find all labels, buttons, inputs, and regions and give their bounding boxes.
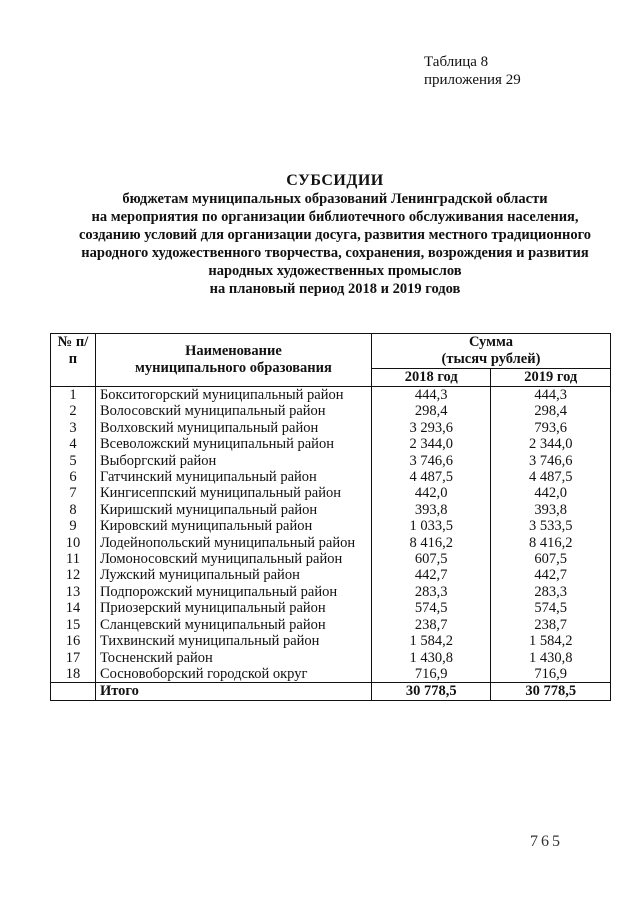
row-municipality: Волховский муниципальный район xyxy=(95,420,371,436)
row-amount-2018: 8 416,2 xyxy=(371,535,491,551)
row-amount-2018: 3 746,6 xyxy=(371,453,491,469)
table-row xyxy=(51,502,611,518)
table-row xyxy=(51,617,611,633)
title-line-5: народных художественных промыслов xyxy=(208,263,462,279)
table-row xyxy=(51,485,611,501)
total-amount-2019: 30 778,5 xyxy=(491,683,611,700)
row-amount-2019: 793,6 xyxy=(491,420,611,436)
row-amount-2018: 283,3 xyxy=(371,584,491,600)
row-municipality: Лужский муниципальный район xyxy=(95,567,371,583)
row-number: 17 xyxy=(51,650,96,666)
row-number: 2 xyxy=(51,403,96,419)
row-amount-2019: 238,7 xyxy=(491,617,611,633)
table-row xyxy=(51,584,611,600)
total-label: Итого xyxy=(95,683,371,700)
row-amount-2019: 393,8 xyxy=(491,502,611,518)
total-amount-2018: 30 778,5 xyxy=(371,683,491,700)
row-amount-2019: 3 746,6 xyxy=(491,453,611,469)
row-municipality: Кингисеппский муниципальный район xyxy=(95,485,371,501)
row-municipality: Тихвинский муниципальный район xyxy=(95,633,371,649)
row-amount-2018: 442,0 xyxy=(371,485,491,501)
table-row xyxy=(51,453,611,469)
row-municipality: Сланцевский муниципальный район xyxy=(95,617,371,633)
table-row xyxy=(51,633,611,649)
row-amount-2019: 8 416,2 xyxy=(491,535,611,551)
table-row xyxy=(51,650,611,666)
appendix-annex-label: приложения 29 xyxy=(424,72,521,88)
row-amount-2019: 607,5 xyxy=(491,551,611,567)
row-amount-2018: 393,8 xyxy=(371,502,491,518)
row-municipality: Тосненский район xyxy=(95,650,371,666)
row-amount-2019: 3 533,5 xyxy=(491,518,611,534)
row-municipality: Ломоносовский муниципальный район xyxy=(95,551,371,567)
row-municipality: Бокситогорский муниципальный район xyxy=(95,387,371,404)
subsidies-table xyxy=(50,333,611,701)
row-amount-2019: 4 487,5 xyxy=(491,469,611,485)
row-municipality: Всеволожский муниципальный район xyxy=(95,436,371,452)
total-row xyxy=(51,683,611,700)
row-number: 9 xyxy=(51,518,96,534)
header-year-2018: 2018 год xyxy=(371,369,491,387)
header-name-line2: муниципального образования xyxy=(135,360,332,376)
row-amount-2019: 716,9 xyxy=(491,666,611,683)
row-number: 12 xyxy=(51,567,96,583)
row-amount-2019: 2 344,0 xyxy=(491,436,611,452)
row-number: 14 xyxy=(51,600,96,616)
row-amount-2019: 283,3 xyxy=(491,584,611,600)
row-amount-2018: 4 487,5 xyxy=(371,469,491,485)
title-line-4: народного художественного творчества, сохранения, возрождения и развития xyxy=(81,245,589,261)
header-sum-line2: (тысяч рублей) xyxy=(441,351,541,367)
row-amount-2018: 2 344,0 xyxy=(371,436,491,452)
row-number: 16 xyxy=(51,633,96,649)
row-number: 10 xyxy=(51,535,96,551)
header-name-line1: Наименование xyxy=(185,343,282,359)
row-municipality: Волосовский муниципальный район xyxy=(95,403,371,419)
row-amount-2018: 238,7 xyxy=(371,617,491,633)
header-name xyxy=(95,334,371,387)
appendix-table-label: Таблица 8 xyxy=(424,54,489,70)
table-row xyxy=(51,567,611,583)
page-number: 765 xyxy=(530,833,563,850)
row-amount-2018: 3 293,6 xyxy=(371,420,491,436)
row-number: 3 xyxy=(51,420,96,436)
total-num-cell xyxy=(51,683,96,700)
header-sum-line1: Сумма xyxy=(468,334,514,350)
title-line-2: на мероприятия по организации библиотечного обслуживания населения, xyxy=(91,209,579,225)
row-municipality: Гатчинский муниципальный район xyxy=(95,469,371,485)
row-municipality: Лодейнопольский муниципальный район xyxy=(95,535,371,551)
row-amount-2018: 298,4 xyxy=(371,403,491,419)
row-number: 6 xyxy=(51,469,96,485)
row-municipality: Кировский муниципальный район xyxy=(95,518,371,534)
header-num-label: № п/п xyxy=(57,334,89,367)
title-line-1: бюджетам муниципальных образований Ленинградской области xyxy=(122,191,548,207)
table-row xyxy=(51,420,611,436)
row-amount-2019: 298,4 xyxy=(491,403,611,419)
table-row xyxy=(51,469,611,485)
table-row xyxy=(51,403,611,419)
row-number: 1 xyxy=(51,387,96,404)
table-body xyxy=(51,387,611,701)
row-amount-2018: 716,9 xyxy=(371,666,491,683)
row-amount-2019: 442,7 xyxy=(491,567,611,583)
row-municipality: Подпорожский муниципальный район xyxy=(95,584,371,600)
table-row xyxy=(51,666,611,683)
table-row xyxy=(51,518,611,534)
document-title xyxy=(40,172,630,298)
row-number: 11 xyxy=(51,551,96,567)
row-municipality: Выборгский район xyxy=(95,453,371,469)
row-amount-2018: 607,5 xyxy=(371,551,491,567)
row-amount-2019: 1 430,8 xyxy=(491,650,611,666)
row-amount-2019: 444,3 xyxy=(491,387,611,404)
row-amount-2018: 444,3 xyxy=(371,387,491,404)
table-row xyxy=(51,436,611,452)
row-number: 4 xyxy=(51,436,96,452)
table-row xyxy=(51,551,611,567)
header-year-2019: 2019 год xyxy=(491,369,611,387)
row-municipality: Киришский муниципальный район xyxy=(95,502,371,518)
row-amount-2019: 574,5 xyxy=(491,600,611,616)
row-municipality: Сосновоборский городской округ xyxy=(95,666,371,683)
table-row xyxy=(51,535,611,551)
row-amount-2018: 1 584,2 xyxy=(371,633,491,649)
row-number: 5 xyxy=(51,453,96,469)
row-amount-2018: 1 430,8 xyxy=(371,650,491,666)
title-line-3: созданию условий для организации досуга, развития местного традиционного xyxy=(78,227,592,243)
header-sum xyxy=(371,334,610,369)
row-number: 18 xyxy=(51,666,96,683)
title-main: СУБСИДИИ xyxy=(286,172,384,189)
row-amount-2019: 1 584,2 xyxy=(491,633,611,649)
row-amount-2018: 574,5 xyxy=(371,600,491,616)
table-row xyxy=(51,600,611,616)
header-num xyxy=(51,334,96,387)
row-number: 8 xyxy=(51,502,96,518)
row-amount-2018: 1 033,5 xyxy=(371,518,491,534)
title-line-6: на плановый период 2018 и 2019 годов xyxy=(209,281,461,297)
row-number: 7 xyxy=(51,485,96,501)
row-amount-2018: 442,7 xyxy=(371,567,491,583)
row-number: 13 xyxy=(51,584,96,600)
row-municipality: Приозерский муниципальный район xyxy=(95,600,371,616)
row-number: 15 xyxy=(51,617,96,633)
table-row xyxy=(51,387,611,404)
row-amount-2019: 442,0 xyxy=(491,485,611,501)
appendix-reference xyxy=(424,53,521,89)
